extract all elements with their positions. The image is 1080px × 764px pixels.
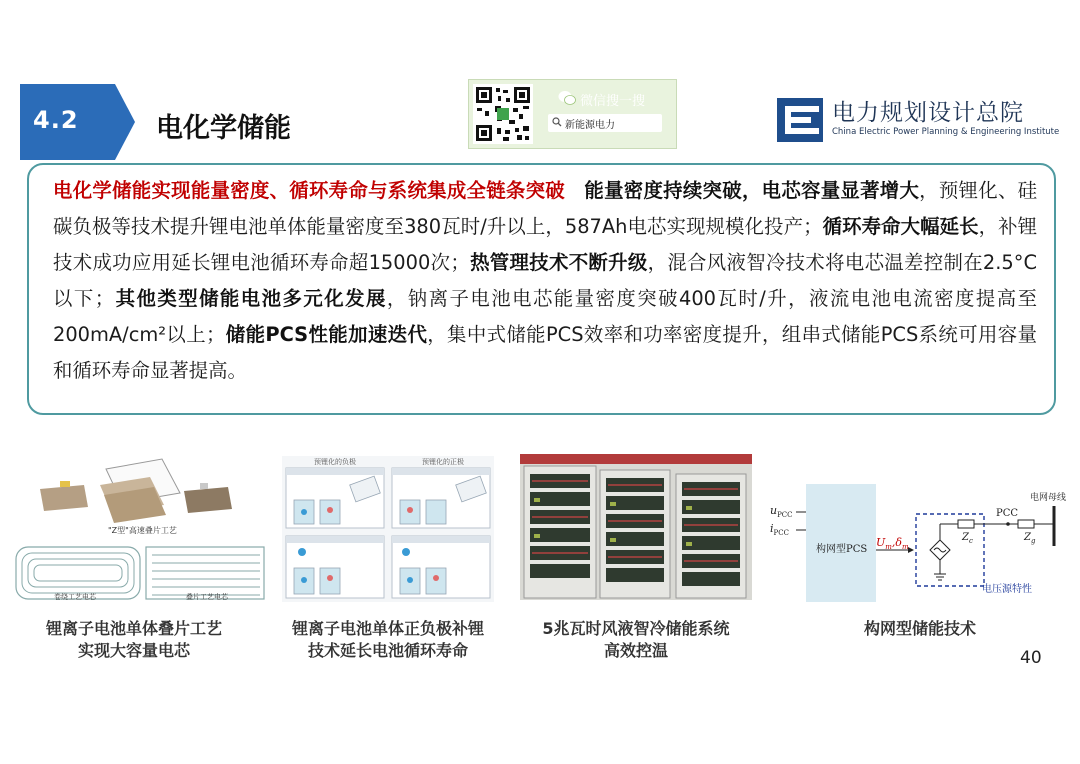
section-number: 4.2: [33, 106, 79, 134]
highlight-other-batteries: 其他类型储能电池多元化发展: [114, 287, 387, 310]
org-name: 电力规划设计总院: [832, 100, 1024, 126]
org-name-en: China Electric Power Planning & Engineering Institute: [832, 127, 1060, 137]
figure-1-caption-line-2: 实现大容量电芯: [77, 641, 190, 660]
text-pcs: ，集中式储能PCS效率和功率密度提升，组串式储能PCS系统可用容量和循环寿命显著提高。: [53, 323, 1037, 382]
figure-prelithiation: [282, 456, 494, 602]
svg-text:uPCC: [770, 504, 793, 519]
label-stack-cell: 叠片工艺电芯: [186, 593, 228, 601]
org-logo-icon: [777, 98, 823, 142]
pcs-block-label: 构网型PCS: [816, 544, 868, 555]
figure-3-caption: [516, 618, 756, 662]
zg-sub: g: [1030, 537, 1036, 545]
svg-text:Um,δm: $U_m,\delta_m$: [876, 536, 909, 551]
voltage-source-label: 电压源特性: [982, 584, 1032, 595]
svg-text:Zg: [1023, 532, 1036, 545]
input-u-sub: PCC: [777, 511, 793, 519]
highlight-cycle-life: 循环寿命大幅延长: [822, 215, 979, 238]
wechat-search-label: 微信搜一搜: [580, 94, 646, 109]
text-energy-density: ，预锂化、硅碳负极等技术提升锂电池单体能量密度至380瓦时/升以上，587Ah电芯实现规模化投产；: [53, 179, 1038, 238]
label-prelith-positive: 预锂化的正极: [422, 458, 464, 466]
label-prelith-negative: 预锂化的负极: [314, 458, 356, 466]
figure-2-caption: [268, 618, 508, 662]
label-winding-cell: 卷绕工艺电芯: [54, 593, 96, 601]
figure-3-caption-line-2: 高效控温: [603, 641, 668, 660]
highlight-thermal: 热管理技术不断升级: [469, 251, 648, 274]
figure-1-caption-line-1: 锂离子电池单体叠片工艺: [45, 619, 222, 638]
figure-1-caption: [14, 618, 254, 662]
um-label: U: [876, 536, 886, 549]
pcc-label: PCC: [996, 508, 1019, 519]
label-z-stacking: "Z型"高速叠片工艺: [108, 526, 177, 535]
delta-label: δ: [895, 536, 903, 549]
zc-label: Z: [962, 532, 969, 543]
grid-bus-label: 电网母线: [1030, 493, 1067, 503]
figure-2-caption-line-1: 锂离子电池单体正负极补锂: [291, 619, 484, 638]
highlight-pcs: 储能PCS性能加速迭代: [225, 323, 428, 346]
text-other-batteries: ，钠离子电池电芯能量密度突破400瓦时/升，液流电池电流密度提高至200mA/cm²以上；: [53, 287, 1038, 346]
wechat-search-text: 新能源电力: [565, 120, 615, 131]
figure-4-caption: 构网型储能技术: [863, 619, 976, 638]
figure-grid-forming-diagram: [768, 482, 1068, 606]
text-cycle-life: ，补锂技术成功应用延长锂电池循环寿命超15000次；: [53, 215, 1038, 274]
delta-sub: m: [902, 543, 909, 551]
input-i-sub: PCC: [773, 529, 789, 537]
zg-label: Z: [1024, 532, 1031, 543]
content-headline: 电化学储能实现能量密度、循环寿命与系统集成全链条突破: [53, 179, 565, 202]
text-thermal: ，混合风液智冷技术将电芯温差控制在2.5°C以下；: [53, 251, 1037, 310]
wechat-icon: [558, 90, 576, 106]
input-i-label: i: [770, 522, 774, 535]
content-paragraph: [53, 173, 1037, 389]
page-number: 40: [1020, 648, 1042, 668]
svg-text:iPCC: [770, 522, 789, 537]
figure-3-caption-line-1: 5兆瓦时风液智冷储能系统: [542, 619, 730, 638]
figure-storage-cabinets: [520, 454, 752, 600]
search-icon: [552, 117, 562, 127]
svg-text:Zc: [961, 532, 973, 545]
zc-sub: c: [968, 537, 973, 545]
um-sub: m: [885, 543, 892, 551]
input-u-label: u: [770, 504, 778, 517]
qr-code-icon: [473, 84, 533, 144]
section-title: 电化学储能: [156, 113, 291, 144]
figure-stacking-process: [14, 455, 266, 603]
highlight-energy-density: 能量密度持续突破，电芯容量显著增大: [584, 179, 920, 202]
figure-2-caption-line-2: 技术延长电池循环寿命: [307, 641, 468, 660]
